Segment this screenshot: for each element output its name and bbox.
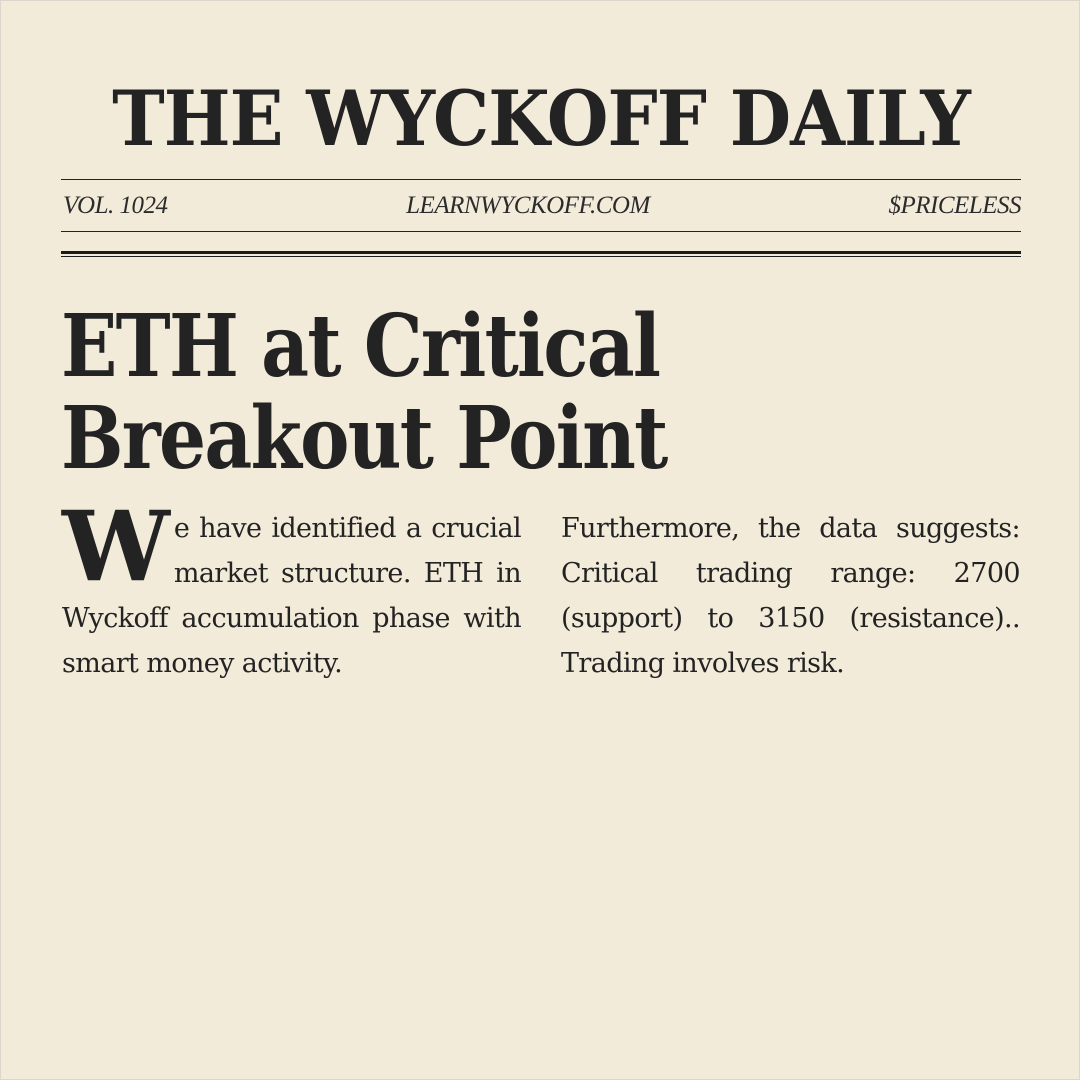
website-label: LEARNWYCKOFF.COM: [406, 192, 650, 219]
headline-line-1: ETH at Critical: [61, 296, 660, 397]
meta-bar: [63, 189, 1021, 223]
price-label: $PRICELESS: [888, 192, 1021, 219]
double-rule-thin: [61, 256, 1021, 257]
headline-line-2: Breakout Point: [61, 388, 667, 489]
volume-label: VOL. 1024: [63, 192, 168, 219]
masthead-rule-top: [61, 179, 1021, 180]
masthead-title: THE WYCKOFF DAILY: [112, 74, 970, 163]
drop-cap: W: [62, 490, 166, 603]
double-rule-thick: [61, 251, 1021, 254]
article-columns: [62, 490, 1020, 686]
article-column-1: [62, 490, 521, 686]
meta-rule-bottom: [61, 231, 1021, 232]
column-1-text: e have identified a crucial market structure. ETH in Wyckoff accumulation phase with smart money activity.: [62, 513, 521, 679]
article-column-2: [561, 506, 1020, 686]
column-2-text: Furthermore, the data suggests: Critical trading range: 2700 (support) to 3150 (resistance).. Trading involves risk.: [561, 513, 1020, 679]
article-headline: [61, 296, 680, 489]
